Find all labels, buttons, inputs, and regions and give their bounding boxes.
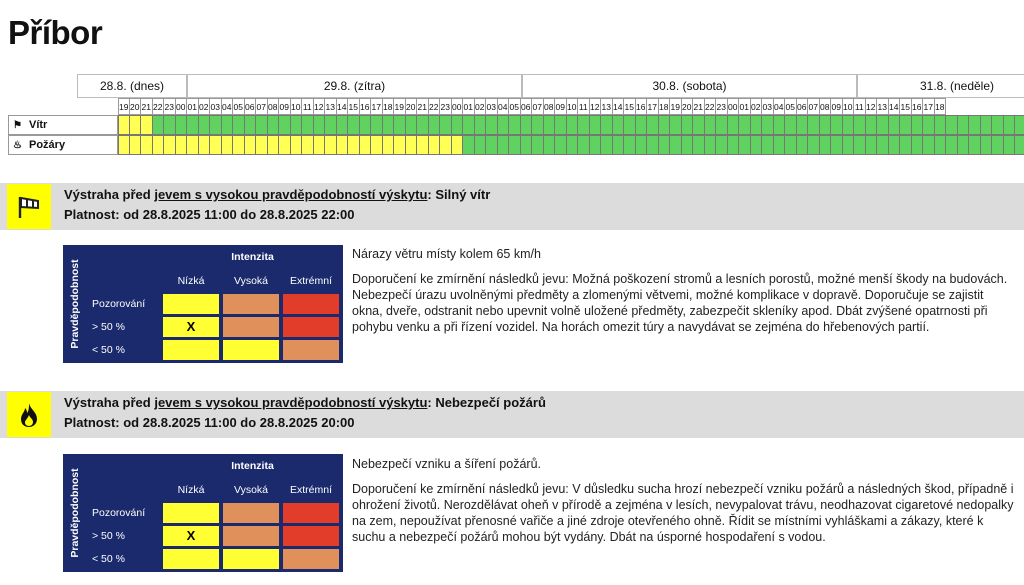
hour-cell: 19 <box>670 98 682 115</box>
timeline-cell[interactable] <box>348 115 360 135</box>
hour-cell: 08 <box>268 98 280 115</box>
fire-icon: ♨ <box>13 140 22 151</box>
hour-cell: 18 <box>383 98 395 115</box>
matrix-cell <box>222 293 280 315</box>
timeline-cell[interactable] <box>233 115 245 135</box>
timeline-cell[interactable] <box>475 115 487 135</box>
hour-header <box>118 98 1024 115</box>
day-tab-3[interactable]: 31.8. (neděle) <box>857 74 1024 98</box>
row-label-fire: ♨ Požáry <box>8 135 118 155</box>
timeline-cell[interactable] <box>498 135 510 155</box>
hour-cell: 16 <box>636 98 648 115</box>
warning-link[interactable]: jevem s vysokou pravděpodobností výskytu <box>154 395 428 410</box>
matrix-column-label: Extrémní <box>289 275 332 287</box>
timeline-cell[interactable] <box>912 115 924 135</box>
warning-header-wind <box>0 183 1024 230</box>
day-tab-0[interactable]: 28.8. (dnes) <box>77 74 187 98</box>
matrix-row-label: > 50 % <box>92 321 125 333</box>
hour-cell: 03 <box>762 98 774 115</box>
hour-cell: 12 <box>866 98 878 115</box>
matrix-row-label: Pozorování <box>92 507 146 519</box>
timeline-cell[interactable] <box>705 135 717 155</box>
timeline-cell[interactable] <box>854 115 866 135</box>
hour-cell: 22 <box>705 98 717 115</box>
timeline-cell[interactable] <box>233 135 245 155</box>
hour-cell: 01 <box>463 98 475 115</box>
timeline-cell[interactable] <box>429 115 441 135</box>
hour-cell: 14 <box>337 98 349 115</box>
timeline-cell[interactable] <box>406 115 418 135</box>
timeline-cell[interactable] <box>659 115 671 135</box>
hour-cell: 18 <box>935 98 947 115</box>
timeline-cell[interactable] <box>889 135 901 155</box>
warning-description-wind: Nárazy větru místy kolem 65 km/h Doporučení ke zmírnění následků jevu: Možná poškození stromů a lesních porostů, možné menší škody na budovách. Nebezpečí úrazu uvolněnými předměty a zlomenými větvemi, možné komplikace v dopravě. Doporučuje se zajistit okna, dveře, odstranit nebo upevnit volně uložené předměty, zabezpečit skleníky apod. Dbát zvýšené opatrnosti při pohybu venku a při řízení vozidel. Na horách omezit túry a navydávat se zejména do hřebenových partií. <box>352 247 1008 334</box>
matrix-cell <box>162 293 220 315</box>
timeline-cell[interactable] <box>463 115 475 135</box>
matrix-cell <box>222 548 280 570</box>
timeline-cell[interactable] <box>302 115 314 135</box>
timeline-cell[interactable] <box>774 135 786 155</box>
timeline-cell[interactable] <box>946 135 958 155</box>
timeline-cell[interactable] <box>797 115 809 135</box>
matrix-cell <box>162 339 220 361</box>
timeline-cell[interactable] <box>302 135 314 155</box>
timeline-cell[interactable] <box>728 135 740 155</box>
timeline-cell[interactable] <box>843 115 855 135</box>
timeline-cell[interactable] <box>475 135 487 155</box>
timeline-cell[interactable] <box>923 135 935 155</box>
hour-cell: 19 <box>118 98 130 115</box>
hour-cell: 03 <box>486 98 498 115</box>
timeline-cell[interactable] <box>567 135 579 155</box>
timeline-cell[interactable] <box>337 135 349 155</box>
hour-cell: 11 <box>854 98 866 115</box>
hour-cell: 15 <box>348 98 360 115</box>
timeline-cell[interactable] <box>601 115 613 135</box>
hour-cell: 20 <box>406 98 418 115</box>
hour-cell: 17 <box>371 98 383 115</box>
timeline-cell[interactable] <box>590 115 602 135</box>
risk-matrix-fire <box>63 454 343 572</box>
timeline-cell[interactable] <box>923 115 935 135</box>
matrix-intensity-label: Intenzita <box>231 460 274 472</box>
timeline-cell[interactable] <box>739 115 751 135</box>
page-title: Příbor <box>8 14 103 51</box>
timeline-cell[interactable] <box>153 115 165 135</box>
timeline-cell[interactable] <box>958 115 970 135</box>
timeline-cell[interactable] <box>1004 135 1016 155</box>
matrix-column-label: Extrémní <box>289 484 332 496</box>
matrix-probability-label: Pravděpodobnost <box>69 468 81 558</box>
matrix-cell <box>222 316 280 338</box>
timeline-cell[interactable] <box>590 135 602 155</box>
timeline-cell[interactable] <box>256 115 268 135</box>
matrix-cell <box>282 339 340 361</box>
timeline-cell[interactable] <box>831 135 843 155</box>
timeline-cell[interactable] <box>693 115 705 135</box>
timeline-cell[interactable] <box>394 135 406 155</box>
matrix-cell <box>222 525 280 547</box>
timeline-cell[interactable] <box>452 135 464 155</box>
timeline-cell[interactable] <box>912 135 924 155</box>
hour-cell: 02 <box>751 98 763 115</box>
hour-cell: 20 <box>130 98 142 115</box>
timeline-cell[interactable] <box>935 135 947 155</box>
timeline-cell[interactable] <box>808 115 820 135</box>
timeline-cell[interactable] <box>992 115 1004 135</box>
hour-cell: 00 <box>452 98 464 115</box>
hour-cell: 15 <box>624 98 636 115</box>
timeline-cell[interactable] <box>670 135 682 155</box>
timeline-cell[interactable] <box>118 115 130 135</box>
hour-cell: 23 <box>716 98 728 115</box>
timeline-cell[interactable] <box>314 115 326 135</box>
matrix-intensity-label: Intenzita <box>231 251 274 263</box>
timeline-cell[interactable] <box>854 135 866 155</box>
hour-cell: 07 <box>532 98 544 115</box>
timeline-cell[interactable] <box>992 135 1004 155</box>
timeline-cell[interactable] <box>532 115 544 135</box>
hour-cell: 14 <box>889 98 901 115</box>
hour-cell: 19 <box>394 98 406 115</box>
timeline-cell[interactable] <box>337 115 349 135</box>
timeline-cell[interactable] <box>1015 115 1024 135</box>
hour-cell: 09 <box>831 98 843 115</box>
timeline-cell[interactable] <box>958 135 970 155</box>
hour-cell: 14 <box>613 98 625 115</box>
timeline-cell[interactable] <box>831 115 843 135</box>
timeline-cell[interactable] <box>360 135 372 155</box>
timeline-cell[interactable] <box>176 135 188 155</box>
timeline-cell[interactable] <box>544 135 556 155</box>
timeline-cell[interactable] <box>417 135 429 155</box>
hour-cell: 21 <box>417 98 429 115</box>
hour-cell: 23 <box>440 98 452 115</box>
day-tab-2[interactable]: 30.8. (sobota) <box>522 74 857 98</box>
timeline-cell[interactable] <box>555 135 567 155</box>
hour-cell: 02 <box>199 98 211 115</box>
timeline-cell[interactable] <box>291 115 303 135</box>
timeline-cell[interactable] <box>636 135 648 155</box>
matrix-probability-label: Pravděpodobnost <box>69 259 81 349</box>
timeline-cell[interactable] <box>486 115 498 135</box>
timeline-cell[interactable] <box>406 135 418 155</box>
timeline-cell[interactable] <box>509 115 521 135</box>
timeline-cell[interactable] <box>222 135 234 155</box>
hour-cell: 15 <box>900 98 912 115</box>
hour-cell: 01 <box>739 98 751 115</box>
timeline-cell[interactable] <box>164 115 176 135</box>
timeline-cell[interactable] <box>647 115 659 135</box>
timeline-cell[interactable] <box>279 135 291 155</box>
timeline-cell[interactable] <box>245 135 257 155</box>
hour-cell: 09 <box>279 98 291 115</box>
timeline-cell[interactable] <box>705 115 717 135</box>
timeline-cell[interactable] <box>682 115 694 135</box>
hour-cell: 04 <box>222 98 234 115</box>
timeline-cell[interactable] <box>371 115 383 135</box>
timeline-cell[interactable] <box>774 115 786 135</box>
timeline-cell[interactable] <box>498 115 510 135</box>
hour-cell: 10 <box>843 98 855 115</box>
timeline-cell[interactable] <box>532 135 544 155</box>
timeline-cell[interactable] <box>440 135 452 155</box>
timeline-cell[interactable] <box>1015 135 1024 155</box>
timeline-cell[interactable] <box>429 135 441 155</box>
hour-cell: 13 <box>877 98 889 115</box>
hour-cell: 07 <box>808 98 820 115</box>
timeline-cell[interactable] <box>785 115 797 135</box>
timeline-cell[interactable] <box>521 135 533 155</box>
timeline-cell[interactable] <box>245 115 257 135</box>
timeline-cell[interactable] <box>210 135 222 155</box>
timeline-cell[interactable] <box>371 135 383 155</box>
timeline-cell[interactable] <box>521 115 533 135</box>
timeline-row-fire <box>8 135 1024 155</box>
timeline-cell[interactable] <box>843 135 855 155</box>
fire-cells <box>118 135 1024 155</box>
timeline-cell[interactable] <box>417 115 429 135</box>
timeline-cell[interactable] <box>693 135 705 155</box>
matrix-cell <box>282 525 340 547</box>
timeline-cell[interactable] <box>314 135 326 155</box>
timeline-cell[interactable] <box>578 135 590 155</box>
timeline-cell[interactable] <box>946 115 958 135</box>
fire-icon <box>7 392 51 437</box>
hour-cell: 05 <box>509 98 521 115</box>
hour-cell: 22 <box>429 98 441 115</box>
timeline-cell[interactable] <box>325 115 337 135</box>
timeline-cell[interactable] <box>291 135 303 155</box>
timeline-cell[interactable] <box>728 115 740 135</box>
timeline-cell[interactable] <box>785 135 797 155</box>
timeline-cell[interactable] <box>601 135 613 155</box>
hour-cell: 08 <box>820 98 832 115</box>
risk-matrix-wind <box>63 245 343 363</box>
matrix-row-label: > 50 % <box>92 530 125 542</box>
timeline-cell[interactable] <box>808 135 820 155</box>
timeline-cell[interactable] <box>578 115 590 135</box>
warning-link[interactable]: jevem s vysokou pravděpodobností výskytu <box>154 187 428 202</box>
timeline-cell[interactable] <box>762 135 774 155</box>
timeline-cell[interactable] <box>325 135 337 155</box>
matrix-row-label: < 50 % <box>92 344 125 356</box>
timeline-cell[interactable] <box>268 115 280 135</box>
timeline-cell[interactable] <box>969 135 981 155</box>
hour-cell: 13 <box>601 98 613 115</box>
warning-description-fire: Nebezpečí vzniku a šíření požárů. Doporučení ke zmírnění následků jevu: V důsledku sucha hrozí nebezpečí vzniku požárů a následných škod, případně i ohrožení životů. Nerozdělávat oheň v přírodě a zejména v lesích, nevypalovat trávu, neodhazovat cigaretové nedopalky na zem, nepoužívat přenosné vařiče a jiné zdroje otevřeného ohně. Řídit se místními vyhláškami a zákazy, které k suchu a nebezpečí požárů mohou být vydány. Dbát na úsporné hospodaření s vodou. <box>352 457 1014 544</box>
timeline-cell[interactable] <box>360 115 372 135</box>
warning-title: Výstraha před jevem s vysokou pravděpodobností výskytu: Nebezpečí požárů <box>64 395 546 410</box>
timeline-cell[interactable] <box>716 135 728 155</box>
timeline-cell[interactable] <box>187 135 199 155</box>
warning-validity: Platnost: od 28.8.2025 11:00 do 28.8.2025 20:00 <box>64 415 355 430</box>
hour-cell: 08 <box>544 98 556 115</box>
hour-cell: 12 <box>590 98 602 115</box>
timeline-cell[interactable] <box>751 135 763 155</box>
timeline-cell[interactable] <box>130 115 142 135</box>
timeline-cell[interactable] <box>969 115 981 135</box>
hour-cell: 09 <box>555 98 567 115</box>
hour-cell: 06 <box>521 98 533 115</box>
flag-icon: ⚑ <box>13 120 22 131</box>
hour-cell: 12 <box>314 98 326 115</box>
timeline-cell[interactable] <box>452 115 464 135</box>
timeline-cell[interactable] <box>187 115 199 135</box>
timeline-cell[interactable] <box>900 135 912 155</box>
timeline-cell[interactable] <box>900 115 912 135</box>
matrix-row-label: Pozorování <box>92 298 146 310</box>
hour-cell: 02 <box>475 98 487 115</box>
hour-cell: 20 <box>682 98 694 115</box>
matrix-column-label: Vysoká <box>233 484 269 496</box>
row-label-wind: ⚑ Vítr <box>8 115 118 135</box>
timeline-cell[interactable] <box>877 135 889 155</box>
timeline-cell[interactable] <box>636 115 648 135</box>
wind-cells <box>118 115 1024 135</box>
hour-cell: 11 <box>302 98 314 115</box>
timeline-cell[interactable] <box>544 115 556 135</box>
timeline-cell[interactable] <box>682 135 694 155</box>
timeline-cell[interactable] <box>383 135 395 155</box>
timeline-cell[interactable] <box>130 135 142 155</box>
warning-header-fire <box>0 391 1024 438</box>
timeline-cell[interactable] <box>176 115 188 135</box>
timeline-cell[interactable] <box>164 135 176 155</box>
timeline-cell[interactable] <box>440 115 452 135</box>
timeline-cell[interactable] <box>820 115 832 135</box>
matrix-cell <box>282 502 340 524</box>
hour-cell: 03 <box>210 98 222 115</box>
matrix-cell: X <box>162 316 220 338</box>
timeline-cell[interactable] <box>141 115 153 135</box>
matrix-cell <box>162 502 220 524</box>
timeline-cell[interactable] <box>348 135 360 155</box>
hour-cell: 16 <box>360 98 372 115</box>
timeline-cell[interactable] <box>751 115 763 135</box>
timeline-cell[interactable] <box>153 135 165 155</box>
timeline-cell[interactable] <box>509 135 521 155</box>
matrix-row-label: < 50 % <box>92 553 125 565</box>
matrix-cell <box>162 548 220 570</box>
timeline-cell[interactable] <box>670 115 682 135</box>
warning-title: Výstraha před jevem s vysokou pravděpodobností výskytu: Silný vítr <box>64 187 491 202</box>
timeline-cell[interactable] <box>613 115 625 135</box>
timeline-cell[interactable] <box>268 135 280 155</box>
day-tab-1[interactable]: 29.8. (zítra) <box>187 74 522 98</box>
hour-cell: 21 <box>141 98 153 115</box>
timeline-cell[interactable] <box>624 135 636 155</box>
matrix-cell <box>282 293 340 315</box>
timeline-cell[interactable] <box>797 135 809 155</box>
timeline-cell[interactable] <box>647 135 659 155</box>
timeline-cell[interactable] <box>739 135 751 155</box>
hour-cell: 11 <box>578 98 590 115</box>
timeline-cell[interactable] <box>613 135 625 155</box>
timeline-row-wind <box>8 115 1024 135</box>
matrix-cell <box>222 339 280 361</box>
matrix-cell <box>222 502 280 524</box>
hour-cell: 22 <box>153 98 165 115</box>
matrix-cell: X <box>162 525 220 547</box>
timeline-cell[interactable] <box>981 135 993 155</box>
timeline-cell[interactable] <box>820 135 832 155</box>
timeline-cell[interactable] <box>762 115 774 135</box>
timeline-cell[interactable] <box>1004 115 1016 135</box>
matrix-cell <box>282 548 340 570</box>
hour-cell: 16 <box>912 98 924 115</box>
wind-flag-icon <box>7 184 51 229</box>
hour-cell: 06 <box>245 98 257 115</box>
matrix-column-label: Nízká <box>177 275 205 287</box>
hour-cell: 13 <box>325 98 337 115</box>
hour-cell: 05 <box>785 98 797 115</box>
timeline-cell[interactable] <box>981 115 993 135</box>
hour-cell: 21 <box>693 98 705 115</box>
timeline-cell[interactable] <box>877 115 889 135</box>
hour-cell: 10 <box>291 98 303 115</box>
hour-cell: 17 <box>923 98 935 115</box>
warning-validity: Platnost: od 28.8.2025 11:00 do 28.8.2025 22:00 <box>64 207 355 222</box>
timeline-cell[interactable] <box>624 115 636 135</box>
hour-cell: 04 <box>774 98 786 115</box>
timeline-cell[interactable] <box>118 135 130 155</box>
timeline-cell[interactable] <box>222 115 234 135</box>
hour-cell: 23 <box>164 98 176 115</box>
timeline-cell[interactable] <box>279 115 291 135</box>
timeline-cell[interactable] <box>383 115 395 135</box>
timeline-cell[interactable] <box>935 115 947 135</box>
hour-cell: 04 <box>498 98 510 115</box>
hour-cell: 01 <box>187 98 199 115</box>
hour-cell: 06 <box>797 98 809 115</box>
timeline-cell[interactable] <box>141 135 153 155</box>
matrix-column-label: Vysoká <box>233 275 269 287</box>
timeline-cell[interactable] <box>199 135 211 155</box>
hour-cell: 00 <box>176 98 188 115</box>
timeline-cell[interactable] <box>486 135 498 155</box>
timeline-cell[interactable] <box>716 115 728 135</box>
timeline-cell[interactable] <box>567 115 579 135</box>
timeline-days <box>77 74 1024 98</box>
matrix-cell <box>282 316 340 338</box>
timeline-cell[interactable] <box>210 115 222 135</box>
timeline-cell[interactable] <box>256 135 268 155</box>
timeline-cell[interactable] <box>889 115 901 135</box>
hour-cell: 10 <box>567 98 579 115</box>
timeline-cell[interactable] <box>394 115 406 135</box>
timeline-cell[interactable] <box>463 135 475 155</box>
matrix-column-label: Nízká <box>177 484 205 496</box>
timeline-cell[interactable] <box>866 135 878 155</box>
hour-cell: 07 <box>256 98 268 115</box>
timeline-cell[interactable] <box>659 135 671 155</box>
timeline-cell[interactable] <box>199 115 211 135</box>
timeline-cell[interactable] <box>555 115 567 135</box>
hour-cell: 18 <box>659 98 671 115</box>
timeline-cell[interactable] <box>866 115 878 135</box>
hour-cell: 00 <box>728 98 740 115</box>
hour-cell: 17 <box>647 98 659 115</box>
hour-cell: 05 <box>233 98 245 115</box>
